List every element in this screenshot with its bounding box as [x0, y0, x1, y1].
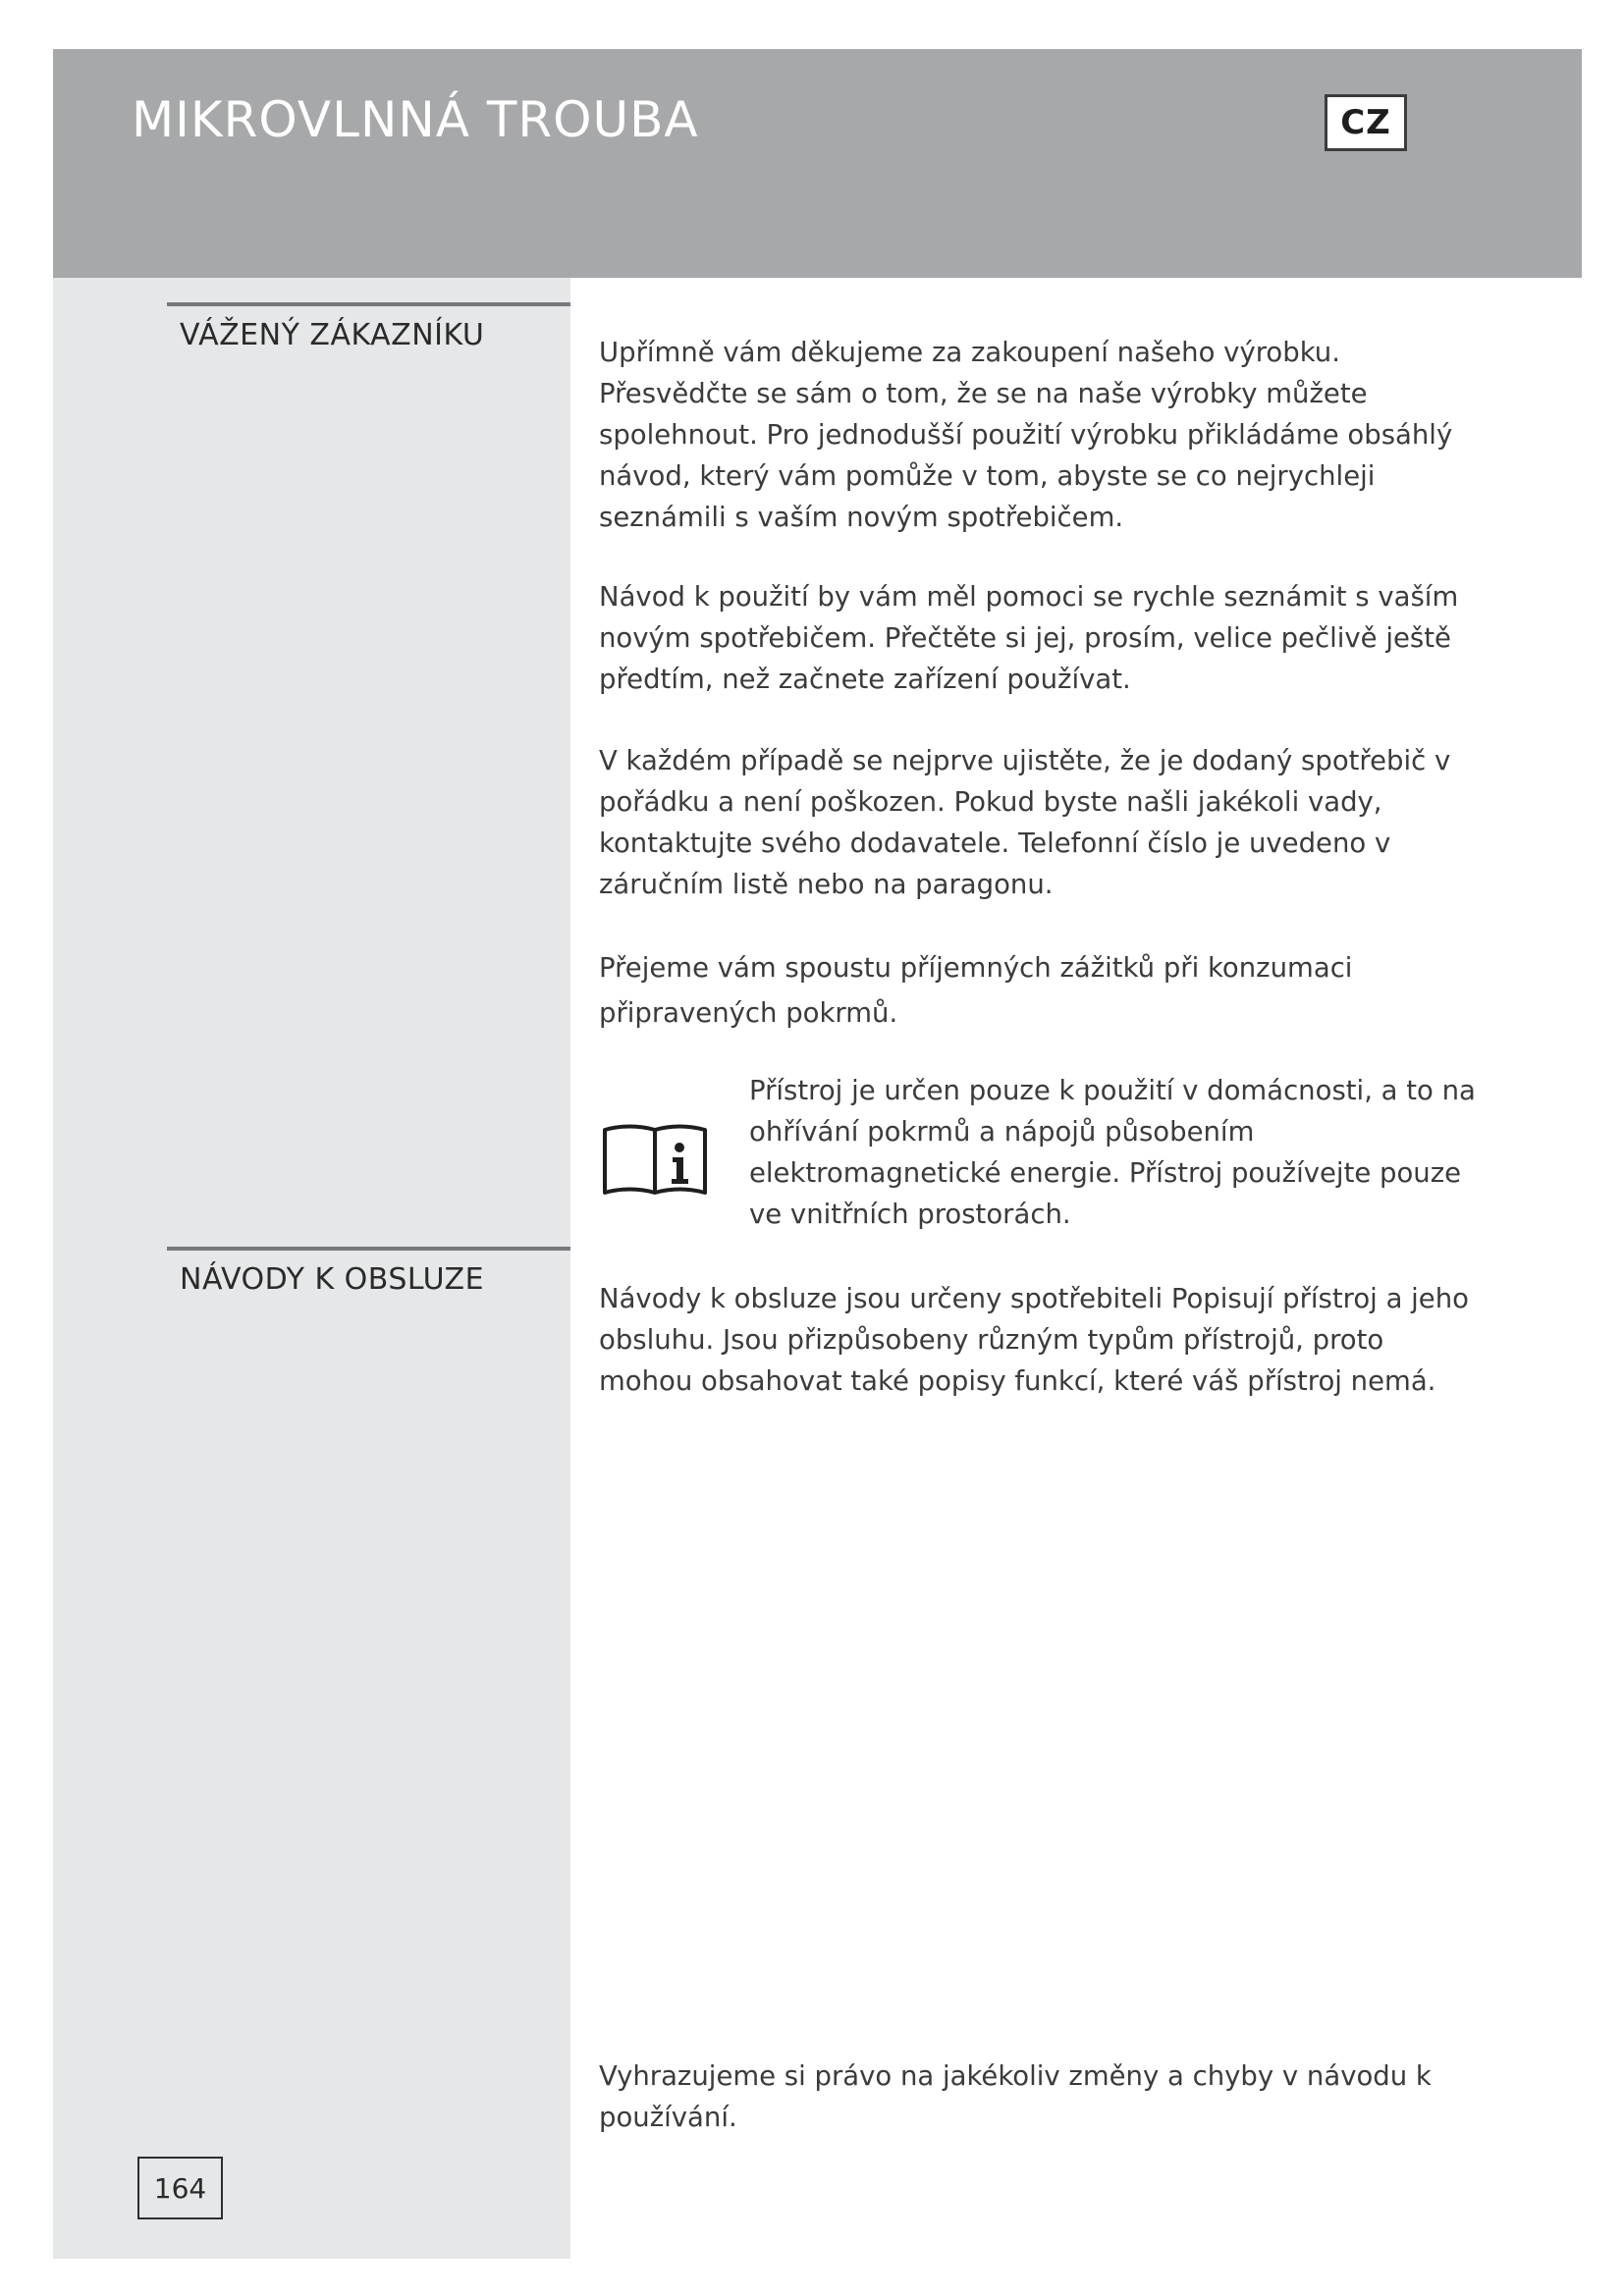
page-title: MIKROVLNNÁ TROUBA	[132, 91, 699, 148]
language-badge: CZ	[1325, 94, 1407, 151]
inspection-paragraph: V každém případě se nejprve ujistěte, že je dodaný spotřebič v pořádku a není poškozen. Pokud byste našli jakékoli vady, kontaktujte svého dodavatele. Telefonní číslo je uvedeno v záručním listě nebo na paragonu.	[599, 745, 1451, 900]
header-banner	[53, 49, 1582, 278]
section-heading-manuals: NÁVODY K OBSLUZE	[167, 1247, 570, 1298]
intro-paragraph: Upřímně vám děkujeme za zakoupení našeho výrobku. Přesvědčte se sám o tom, že se na naše výrobky můžete spolehnout. Pro jednodušší použití výrobku přikládáme obsáhlý návod, který vám pomůže v tom, abyste se co nejrychleji seznámili s vaším novým spotřebičem.	[599, 337, 1453, 533]
disclaimer-paragraph: Vyhrazujeme si právo na jakékoliv změny a chyby v návodu k používání.	[599, 2060, 1432, 2133]
page-number: 164	[137, 2157, 223, 2219]
info-note-text: Přístroj je určen pouze k použití v domácnosti, a to na ohřívání pokrmů a nápojů působením elektromagnetické energie. Přístroj používejte pouze ve vnitřních prostorách.	[749, 1075, 1476, 1230]
manuals-paragraph: Návody k obsluze jsou určeny spotřebiteli Popisují přístroj a jeho obsluhu. Jsou přizpůsobeny různým typům přístrojů, proto mohou obsahovat také popisy funkcí, které váš přístroj nemá.	[599, 1283, 1469, 1397]
wishes-paragraph: Přejeme vám spoustu příjemných zážitků při konzumaci připravených pokrmů.	[599, 952, 1353, 1029]
manual-info-icon	[601, 1114, 709, 1198]
manual-usage-paragraph: Návod k použití by vám měl pomoci se rychle seznámit s vaším novým spotřebičem. Přečtěte si jej, prosím, velice pečlivě ještě předtím, než začnete zařízení používat.	[599, 581, 1459, 695]
section-heading-dear-customer: VÁŽENÝ ZÁKAZNÍKU	[167, 302, 570, 353]
